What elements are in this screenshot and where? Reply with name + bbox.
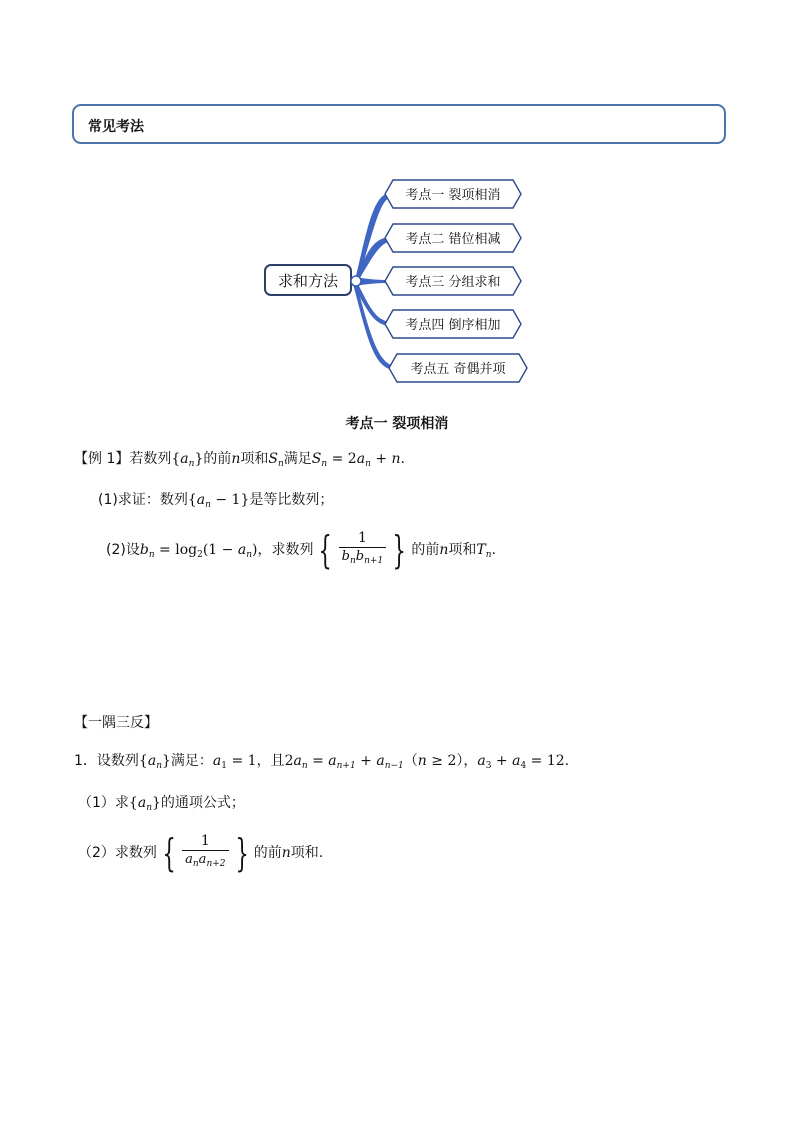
text-fragment: 满足： bbox=[170, 753, 213, 769]
text-fragment: 项和. bbox=[290, 845, 324, 861]
example-1-part-1: (1)求证：数列$\{a_n - 1\}$是等比数列； bbox=[98, 492, 334, 510]
mindmap-diagram bbox=[255, 170, 545, 390]
text-fragment: (1)求证：数列 bbox=[98, 492, 188, 508]
mindmap-branch-label-3: 考点三 分组求和 bbox=[405, 275, 501, 290]
mindmap-root-handle bbox=[351, 276, 361, 286]
text-fragment: 是等比数列； bbox=[249, 492, 334, 508]
section-header-box bbox=[72, 104, 726, 144]
text-fragment: 的前 bbox=[411, 542, 440, 558]
practice-heading: 【一隅三反】 bbox=[74, 715, 158, 731]
text-fragment: ，且 bbox=[256, 753, 285, 769]
example-1-statement: 【例 1】若数列$\{a_n\}$的前n项和$S_n$满足$S_n = 2a_n + n$. bbox=[74, 451, 405, 469]
text-fragment: ）， bbox=[456, 753, 478, 769]
section-title: 考点一 裂项相消 bbox=[345, 416, 449, 432]
text-fragment: 若数列 bbox=[129, 451, 172, 467]
text-fragment: 1．设数列 bbox=[74, 753, 139, 769]
text-fragment: 的前 bbox=[203, 451, 232, 467]
mindmap-branch-label-5: 考点五 奇偶并项 bbox=[410, 362, 506, 377]
text-fragment: （2）求数列 bbox=[78, 845, 157, 861]
text-fragment: 的通项公式； bbox=[160, 795, 245, 811]
text-fragment: （1）求 bbox=[78, 795, 129, 811]
text-fragment: （ bbox=[403, 753, 418, 769]
practice-q1-part-2: （2）求数列 { $\frac{1}{a_na_{n+2}}$ } 的前n项和. bbox=[78, 831, 324, 875]
text-fragment: 项和 bbox=[448, 542, 477, 558]
practice-q1-part-1: （1）求$\{a_n\}$的通项公式； bbox=[78, 795, 245, 813]
example-label: 【例 1】 bbox=[74, 451, 130, 467]
text-fragment: 的前 bbox=[253, 845, 282, 861]
fraction-1-over-an-an2: { $\frac{1}{a_na_{n+2}}$ } bbox=[162, 831, 249, 875]
mindmap-root-label: 求和方法 bbox=[277, 272, 339, 290]
fraction-1-over-bn-bn1: { $\frac{1}{b_nb_{n+1}}$ } bbox=[318, 528, 406, 572]
example-1-part-2: (2)设$b_n = \log_2(1 - a_n)$，求数列 { $\frac{1}{b_nb_{n+1}}$ } 的前n项和$T_n$. bbox=[106, 528, 496, 572]
mindmap-branch-label-1: 考点一 裂项相消 bbox=[405, 188, 501, 203]
text-fragment: 项和 bbox=[240, 451, 269, 467]
text-fragment: 满足 bbox=[283, 451, 312, 467]
text-fragment: ，求数列 bbox=[257, 542, 314, 558]
section-header-title: 常见考法 bbox=[88, 119, 144, 135]
practice-q1-statement: 1．设数列$\{a_n\}$满足：$a_1 = 1$，且$2a_n = a_{n+1} + a_{n-1}(n \ge 2)$，$a_3 + a_4 = 12$. bbox=[74, 753, 570, 771]
text-fragment: (2)设 bbox=[106, 542, 140, 558]
mindmap-branch-label-4: 考点四 倒序相加 bbox=[405, 318, 501, 333]
mindmap-branch-label-2: 考点二 错位相减 bbox=[405, 232, 501, 247]
